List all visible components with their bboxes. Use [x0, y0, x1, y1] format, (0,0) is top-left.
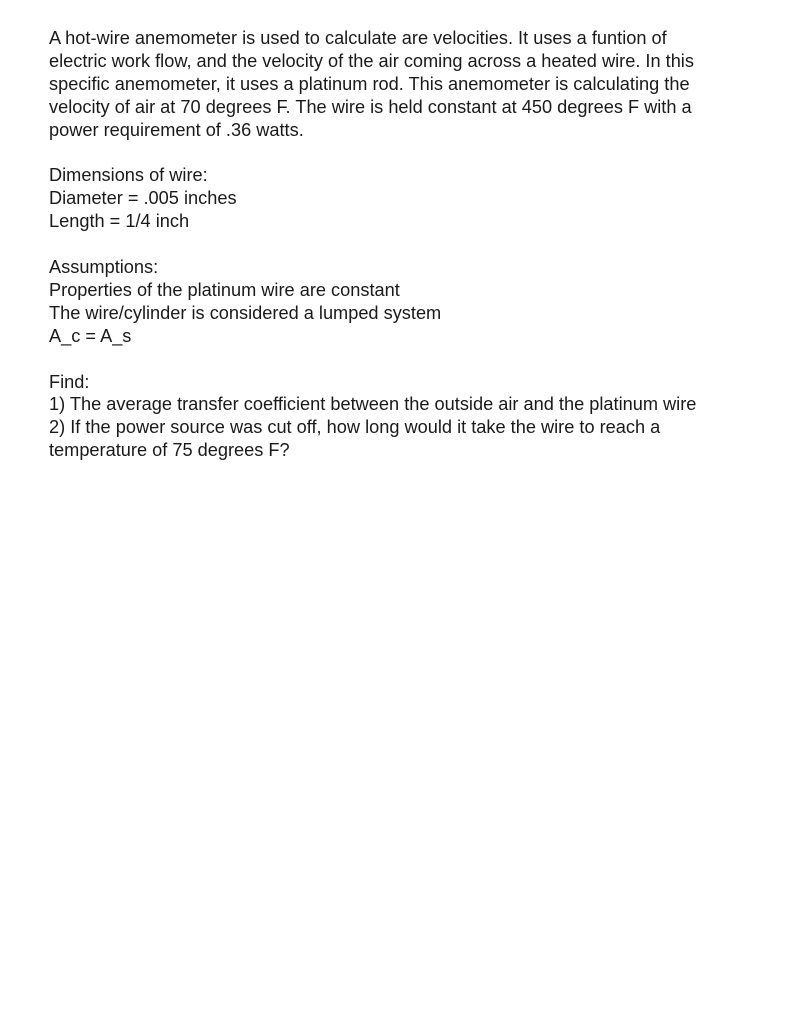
- find-item: temperature of 75 degrees F?: [49, 440, 290, 461]
- dimension-length: Length = 1/4 inch: [49, 211, 190, 232]
- intro-paragraph: [49, 27, 769, 142]
- intro-line: specific anemometer, it uses a platinum rod. This anemometer is calculating the: [49, 73, 690, 94]
- dimension-diameter: Diameter = .005 inches: [49, 188, 237, 209]
- dimensions-section: [49, 164, 769, 233]
- assumptions-heading: Assumptions:: [49, 257, 159, 278]
- assumption-item: Properties of the platinum wire are constant: [49, 279, 400, 300]
- assumptions-section: [49, 256, 769, 348]
- find-heading: Find:: [49, 371, 90, 392]
- find-item: 1) The average transfer coefficient between the outside air and the platinum wire: [49, 394, 697, 415]
- intro-line: A hot-wire anemometer is used to calculate are velocities. It uses a funtion of: [49, 28, 667, 48]
- paragraph-spacer: [49, 233, 769, 256]
- intro-line: electric work flow, and the velocity of the air coming across a heated wire. In this: [49, 50, 694, 71]
- find-section: [49, 371, 769, 463]
- dimensions-heading: Dimensions of wire:: [49, 165, 208, 186]
- problem-document: [49, 27, 769, 462]
- intro-line: velocity of air at 70 degrees F. The wire is held constant at 450 degrees F with a: [49, 96, 692, 117]
- intro-line: power requirement of .36 watts.: [49, 119, 304, 140]
- assumption-item: A_c = A_s: [49, 325, 132, 346]
- assumption-item: The wire/cylinder is considered a lumped system: [49, 302, 442, 323]
- paragraph-spacer: [49, 348, 769, 371]
- find-item: 2) If the power source was cut off, how long would it take the wire to reach a: [49, 417, 661, 438]
- paragraph-spacer: [49, 142, 769, 165]
